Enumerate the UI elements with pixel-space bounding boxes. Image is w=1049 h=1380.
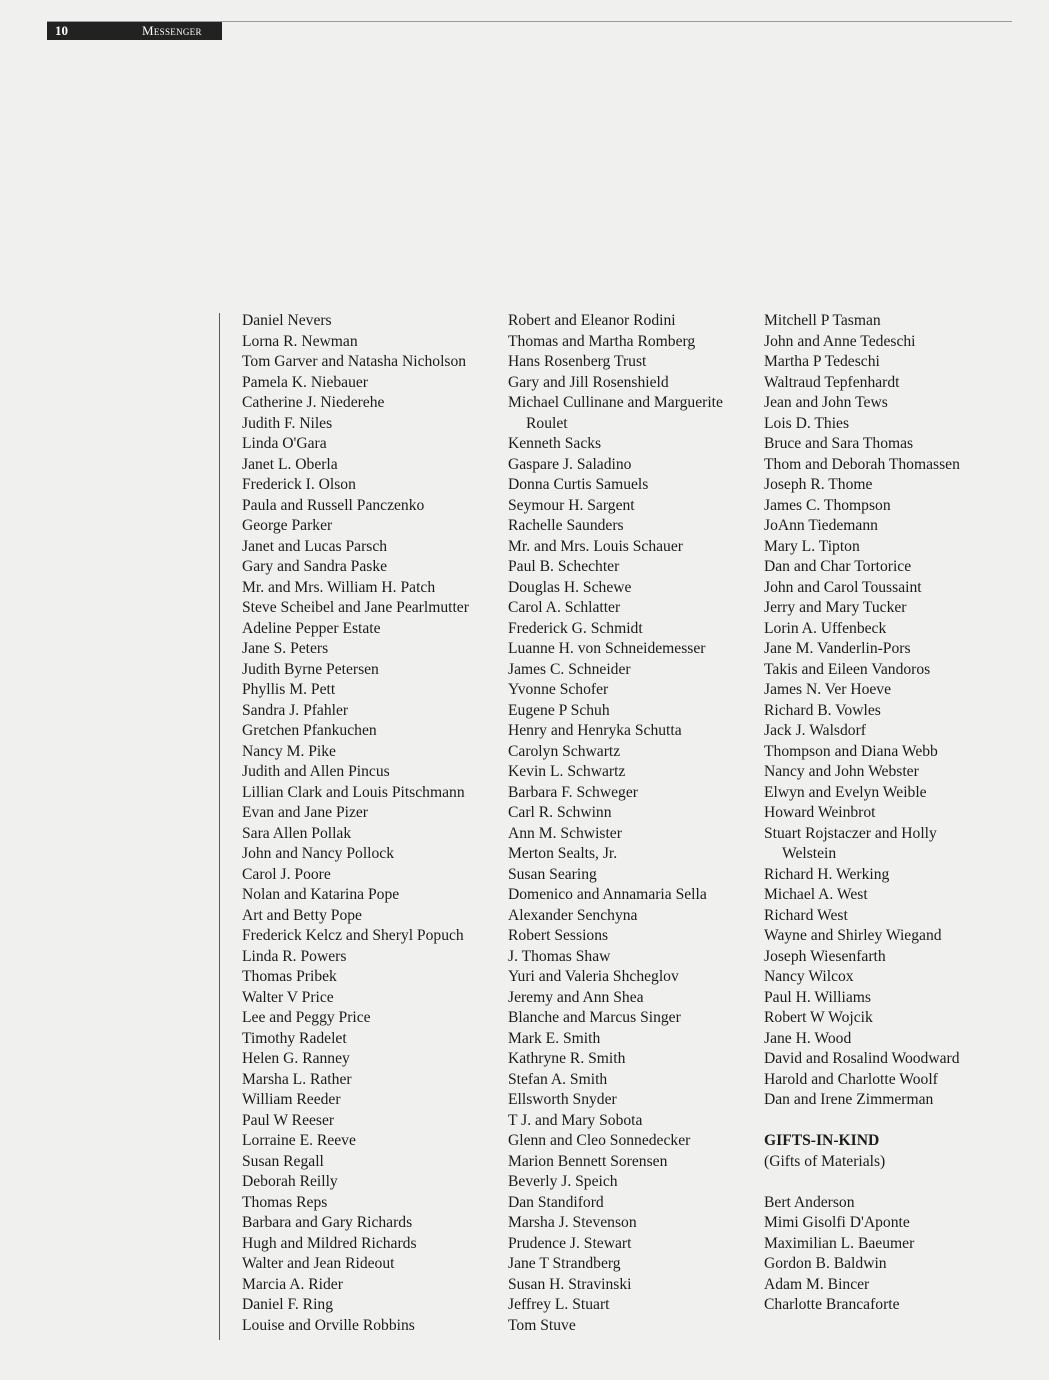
donor-name: Kenneth Sacks (508, 435, 602, 452)
donor-name: Rachelle Saunders (508, 517, 624, 534)
donor-name: Michael Cullinane and Marguerite (508, 394, 723, 411)
donor-name: Barbara F. Schweger (508, 783, 638, 801)
donor-name: Bert Anderson (764, 1193, 855, 1211)
donor-name: Gordon B. Baldwin (764, 1255, 887, 1272)
donor-name: Carl R. Schwinn (508, 804, 612, 821)
spacer (764, 1172, 960, 1193)
donor-name: John and Nancy Pollock (242, 845, 395, 862)
donor-name: Pamela K. Niebauer (242, 373, 368, 391)
donor-name: Yuri and Valeria Shcheglov (508, 968, 679, 985)
donor-name: Nancy and John Webster (764, 763, 919, 780)
spacer (764, 1111, 960, 1132)
donor-name: Jeremy and Ann Shea (508, 988, 644, 1006)
donor-name: Janet L. Oberla (242, 455, 338, 473)
donor-name: Glenn and Cleo Sonnedecker (508, 1132, 691, 1149)
donor-name: Jerry and Mary Tucker (764, 599, 907, 616)
gifts-in-kind-heading: GIFTS-IN-KIND (764, 1132, 880, 1149)
donor-name: Stuart Rojstaczer and Holly (764, 824, 937, 842)
donor-name: Jane S. Peters (242, 640, 329, 657)
donor-name: Robert and Eleanor Rodini (508, 312, 676, 329)
donor-name: Charlotte Brancaforte (764, 1296, 900, 1313)
donor-name: Douglas H. Schewe (508, 578, 632, 596)
donor-name: Richard West (764, 906, 848, 924)
donor-name: Maximilian L. Baeumer (764, 1234, 915, 1252)
donor-name: Elwyn and Evelyn Weible (764, 783, 927, 801)
donor-name: Hans Rosenberg Trust (508, 353, 647, 370)
donor-name: Nancy M. Pike (242, 742, 336, 760)
donor-name: Deborah Reilly (242, 1173, 338, 1190)
donor-name: Susan H. Stravinski (508, 1275, 632, 1293)
donor-name: Tom Garver and Natasha Nicholson (242, 353, 467, 370)
donor-name: Marsha L. Rather (242, 1070, 352, 1088)
donor-name: Lorna R. Newman (242, 332, 358, 350)
donor-name: Jean and John Tews (764, 394, 888, 411)
donor-name: Thomas Pribek (242, 968, 337, 985)
donor-column-1 (242, 311, 469, 1336)
gifts-in-kind-subheading: (Gifts of Materials) (764, 1152, 886, 1170)
donor-name: Carol J. Poore (242, 865, 331, 883)
donor-name: Gretchen Pfankuchen (242, 722, 377, 739)
donor-name: Daniel Nevers (242, 312, 332, 329)
donor-name: Gaspare J. Saladino (508, 455, 632, 473)
donor-name: Jane H. Wood (764, 1029, 852, 1047)
donor-name: Waltraud Tepfenhardt (764, 373, 900, 391)
donor-name: Linda O'Gara (242, 435, 327, 452)
donor-name: Mitchell P Tasman (764, 312, 881, 329)
donor-name: Jeffrey L. Stuart (508, 1296, 610, 1313)
donor-name: Richard B. Vowles (764, 701, 881, 719)
donor-name: Walter V Price (242, 988, 334, 1006)
donor-name: Donna Curtis Samuels (508, 476, 649, 493)
donor-name: Eugene P Schuh (508, 701, 610, 719)
donor-name: Wayne and Shirley Wiegand (764, 927, 942, 944)
donor-column-3 (764, 311, 960, 1316)
donor-name: Thompson and Diana Webb (764, 742, 938, 760)
donor-name: Mr. and Mrs. Louis Schauer (508, 537, 683, 555)
donor-name: Michael A. West (764, 886, 868, 903)
donor-name: Takis and Eileen Vandoros (764, 660, 931, 678)
donor-name: Walter and Jean Rideout (242, 1255, 395, 1272)
donor-name: Martha P Tedeschi (764, 353, 880, 370)
donor-name: Susan Regall (242, 1152, 324, 1170)
donor-name: Kathryne R. Smith (508, 1050, 626, 1067)
page-number: 10 (55, 23, 68, 38)
donor-name: Jack J. Walsdorf (764, 722, 866, 739)
donor-name: Judith and Allen Pincus (242, 763, 390, 780)
donor-name: Thom and Deborah Thomassen (764, 455, 960, 473)
donor-name: Susan Searing (508, 865, 597, 883)
donor-name: Ann M. Schwister (508, 824, 622, 842)
donor-name: Dan and Irene Zimmerman (764, 1091, 934, 1108)
donor-name: Sandra J. Pfahler (242, 701, 349, 719)
donor-name: T J. and Mary Sobota (508, 1111, 643, 1129)
donor-name: Stefan A. Smith (508, 1070, 608, 1088)
donor-name: Paul B. Schechter (508, 558, 620, 575)
donor-name: Frederick G. Schmidt (508, 619, 643, 637)
donor-name: Carolyn Schwartz (508, 742, 621, 760)
donor-name: Beverly J. Speich (508, 1173, 618, 1190)
donor-name: Marsha J. Stevenson (508, 1214, 637, 1231)
donor-name: Judith F. Niles (242, 414, 333, 432)
donor-name: JoAnn Tiedemann (764, 517, 878, 534)
donor-name: William Reeder (242, 1091, 341, 1108)
donor-name: Louise and Orville Robbins (242, 1316, 415, 1334)
donor-name: Thomas Reps (242, 1193, 328, 1211)
donor-name: Paul W Reeser (242, 1111, 335, 1129)
donor-name: Dan and Char Tortorice (764, 558, 912, 575)
donor-name: Daniel F. Ring (242, 1296, 334, 1313)
donor-name: Henry and Henryka Schutta (508, 722, 682, 739)
donor-name: Mimi Gisolfi D'Aponte (764, 1214, 910, 1231)
donor-name: Joseph R. Thome (764, 476, 873, 493)
donor-name: Marion Bennett Sorensen (508, 1152, 668, 1170)
donor-name: Domenico and Annamaria Sella (508, 886, 707, 903)
publication-title: Messenger (142, 23, 202, 38)
donor-name: Mark E. Smith (508, 1029, 601, 1047)
donor-name: Howard Weinbrot (764, 804, 876, 821)
donor-name: Joseph Wiesenfarth (764, 947, 886, 965)
donor-name: Richard H. Werking (764, 865, 890, 883)
donor-name: Paul H. Williams (764, 988, 871, 1006)
donor-name: Blanche and Marcus Singer (508, 1009, 681, 1026)
donor-column-2 (508, 311, 723, 1336)
donor-name: Hugh and Mildred Richards (242, 1234, 417, 1252)
donor-name: Welstein (782, 845, 837, 862)
donor-name: Judith Byrne Petersen (242, 660, 379, 678)
donor-name: Prudence J. Stewart (508, 1234, 632, 1252)
donor-name: Alexander Senchyna (508, 906, 638, 924)
donor-name: Yvonne Schofer (508, 681, 609, 698)
donor-name: Marcia A. Rider (242, 1275, 343, 1293)
donor-name: Adam M. Bincer (764, 1275, 870, 1293)
donor-name: Lillian Clark and Louis Pitschmann (242, 783, 465, 801)
donor-name: Linda R. Powers (242, 947, 347, 965)
donor-name: Adeline Pepper Estate (242, 619, 381, 637)
donor-name: Robert Sessions (508, 927, 609, 944)
donor-name: Mary L. Tipton (764, 537, 860, 555)
donor-name: Carol A. Schlatter (508, 599, 621, 616)
donor-name: Merton Sealts, Jr. (508, 845, 618, 862)
donor-name: Lee and Peggy Price (242, 1009, 371, 1026)
donor-name: Roulet (526, 414, 568, 432)
donor-name: Paula and Russell Panczenko (242, 496, 425, 514)
donor-name: Lorin A. Uffenbeck (764, 619, 887, 637)
donor-name: Art and Betty Pope (242, 906, 362, 924)
donor-name: Seymour H. Sargent (508, 496, 635, 514)
donor-name: Timothy Radelet (242, 1029, 347, 1047)
donor-name: Luanne H. von Schneidemesser (508, 640, 706, 657)
donor-name: John and Anne Tedeschi (764, 332, 916, 350)
donor-name: Sara Allen Pollak (242, 824, 352, 842)
donor-name: Janet and Lucas Parsch (242, 537, 388, 555)
donor-name: Tom Stuve (508, 1316, 576, 1334)
donor-name: Frederick Kelcz and Sheryl Popuch (242, 927, 464, 944)
donor-name: Evan and Jane Pizer (242, 804, 368, 821)
donor-name: James N. Ver Hoeve (764, 681, 892, 698)
donor-name: Jane T Strandberg (508, 1255, 621, 1272)
donor-name: Barbara and Gary Richards (242, 1214, 413, 1231)
donor-name: Mr. and Mrs. William H. Patch (242, 578, 436, 596)
donor-name: Thomas and Martha Romberg (508, 332, 696, 350)
donor-name: David and Rosalind Woodward (764, 1050, 960, 1067)
donor-name: Catherine J. Niederehe (242, 394, 385, 411)
donor-name: Lorraine E. Reeve (242, 1132, 356, 1149)
donor-name: J. Thomas Shaw (508, 947, 611, 965)
donor-name: Phyllis M. Pett (242, 681, 336, 698)
column-divider (219, 313, 220, 1340)
donor-name: Gary and Jill Rosenshield (508, 373, 669, 391)
donor-name: Bruce and Sara Thomas (764, 435, 914, 452)
donor-name: Gary and Sandra Paske (242, 558, 388, 575)
donor-name: Nancy Wilcox (764, 968, 854, 985)
donor-name: Lois D. Thies (764, 414, 850, 432)
donor-name: Ellsworth Snyder (508, 1091, 617, 1108)
donor-name: Harold and Charlotte Woolf (764, 1070, 938, 1088)
donor-name: Robert W Wojcik (764, 1009, 873, 1026)
donor-name: Jane M. Vanderlin-Pors (764, 640, 911, 657)
donor-name: James C. Thompson (764, 496, 891, 514)
donor-name: John and Carol Toussaint (764, 578, 922, 596)
donor-name: Helen G. Ranney (242, 1050, 350, 1067)
donor-name: Steve Scheibel and Jane Pearlmutter (242, 599, 469, 616)
donor-name: James C. Schneider (508, 660, 631, 678)
donor-name: Kevin L. Schwartz (508, 763, 626, 780)
donor-name: Nolan and Katarina Pope (242, 886, 400, 903)
donor-name: George Parker (242, 517, 333, 534)
donor-name: Dan Standiford (508, 1193, 604, 1211)
donor-name: Frederick I. Olson (242, 476, 356, 493)
